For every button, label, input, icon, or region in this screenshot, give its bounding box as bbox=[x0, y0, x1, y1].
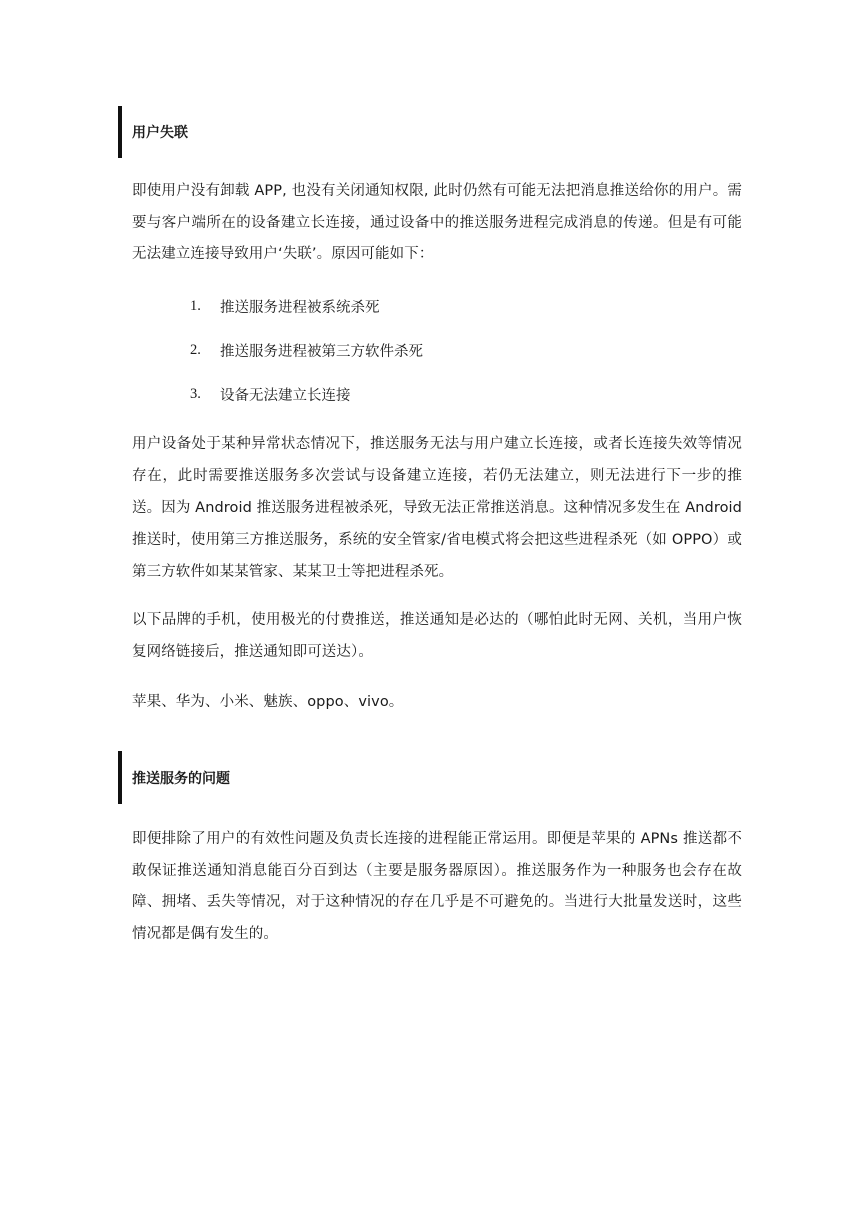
list-item-text: 推送服务进程被系统杀死 bbox=[220, 299, 380, 316]
section-heading-text: 用户失联 bbox=[132, 125, 188, 141]
list-item bbox=[186, 328, 423, 372]
list-number: 2. bbox=[190, 341, 201, 358]
section-heading-user-lost bbox=[118, 106, 738, 158]
section-heading-push-issues bbox=[118, 751, 738, 804]
list-item-text: 设备无法建立长连接 bbox=[220, 387, 351, 404]
list-item-text: 推送服务进程被第三方软件杀死 bbox=[220, 343, 423, 360]
paragraph-brands-list: 苹果、华为、小米、魅族、oppo、vivo。 bbox=[132, 694, 404, 710]
paragraph-explanation: 用户设备处于某种异常状态情况下，推送服务无法与用户建立长连接，或者长连接失效等情况存在，此时需要推送服务多次尝试与设备建立连接，若仍无法建立，则无法进行下一步的推送。因为 Android 推送服务进程被杀死，导致无法正常推送消息。这种情况多发生在 Android 推送时，使用第三方推送服务，系统的安全管家/省电模式将会把这些进程杀死（如 OPPO）或第三方软件如某某管家、某某卫士等把进程杀死。 bbox=[132, 436, 742, 580]
list-number: 1. bbox=[190, 297, 201, 314]
paragraph-push-issues: 即便排除了用户的有效性问题及负责长连接的进程能正常运用。即便是苹果的 APNs 推送都不敢保证推送通知消息能百分百到达（主要是服务器原因）。推送服务作为一种服务也会存在故障、拥堵、丢失等情况，对于这种情况的存在几乎是不可避免的。当进行大批量发送时，这些情况都是偶有发生的。 bbox=[132, 831, 742, 942]
list-item bbox=[186, 372, 423, 416]
section-heading-text: 推送服务的问题 bbox=[132, 770, 230, 787]
paragraph-brands-note: 以下品牌的手机，使用极光的付费推送，推送通知是必达的（哪怕此时无网、关机，当用户恢复网络链接后，推送通知即可送达）。 bbox=[132, 612, 742, 660]
paragraph-intro: 即使用户没有卸载 APP, 也没有关闭通知权限, 此时仍然有可能无法把消息推送给你的用户。需要与客户端所在的设备建立长连接，通过设备中的推送服务进程完成消息的传递。但是有可能无法建立连接导致用户‘失联’。原因可能如下： bbox=[132, 183, 742, 262]
list-item bbox=[186, 284, 423, 328]
list-number: 3. bbox=[190, 385, 201, 402]
reasons-list bbox=[186, 284, 423, 416]
